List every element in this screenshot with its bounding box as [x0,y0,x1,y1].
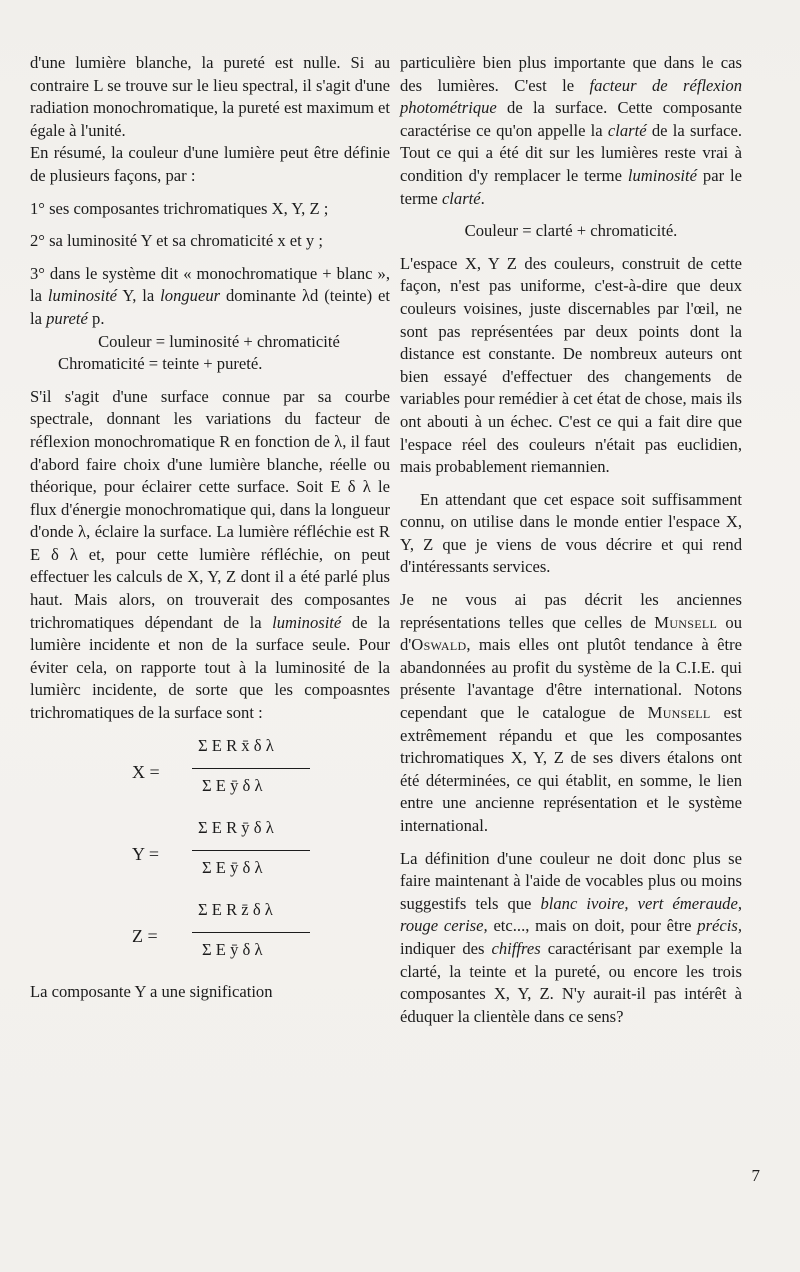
formula-lhs: Z = [132,925,158,946]
paragraph-component-y: La composante Y a une signification [30,981,273,1001]
list-item-2: 2° sa luminosité Y et sa chromaticité x et y ; [30,231,323,251]
paragraph-photometric-factor: particulière bien plus importante que dans le cas des lumières. C'est le facteur de réflexion photométrique de la surface. Cette composante caractérise ce qu'on appelle la clarté de la surface. Tout ce qui a été dit sur les lumières reste vrai à condition d'y remplacer le terme luminosité par le terme clarté. [400,53,742,208]
page-number: 7 [751,1166,760,1185]
formula-z [30,897,390,977]
formula-denominator: Σ E ȳ δ λ [202,857,263,877]
fraction-bar [192,768,310,769]
paragraph-surface: S'il s'agit d'une surface connue par sa courbe spectrale, donnant les variations du facteur de réflexion monochromatique R en fonction de λ, il faut d'abord faire choix d'une lumière blanche, réelle ou théorique, pour éclairer cette surface. Soit E δ λ le flux d'énergie monochromatique qui, dans la longueur d'onde λ, éclaire la surface. La lumière réfléchie est R E δ λ et, pour cette lumière réfléchie, on peut effectuer les calculs de X, Y, Z dont il a été parlé plus haut. Mais alors, on trouverait des composantes trichromatiques dépendant de la luminosité de la lumière incidente et non de la surface seule. Pour éviter cela, on rapporte tout à la luminosité de la lumièrc incidente, de sorte que les compoasntes trichromatiques de la surface sont : [30,386,391,723]
formula-lhs: X = [132,761,160,782]
equation-color-luminosity: Couleur = luminosité + chromaticité [98,331,340,351]
left-column [30,52,390,1003]
formula-numerator: Σ E R z̄ δ λ [198,899,273,919]
paragraph-summary: En résumé, la couleur d'une lumière peut être définie de plusieurs façons, par : [30,143,390,185]
paragraph-purity: d'une lumière blanche, la pureté est nulle. Si au contraire L se trouve sur le lieu spectral, il s'agit d'une radiation monochromatique, la pureté est maximum et égale à l'unité. [30,53,390,140]
fraction-bar [192,850,310,851]
formula-block [30,733,390,981]
equation-color-clarity: Couleur = clarté + chromaticité. [464,221,678,241]
formula-denominator: Σ E ȳ δ λ [202,939,263,959]
list-item-1: 1° ses composantes trichromatiques X, Y, Z ; [30,198,329,218]
formula-y [30,815,390,895]
fraction-bar [192,932,310,933]
paragraph-color-space: L'espace X, Y Z des couleurs, construit de cette façon, n'est pas uniforme, c'est-à-dire que deux couleurs voisines, juste discernables par l'œil, ne sont pas représentées par deux points dont la distance est constante. De nombreux auteurs ont bien essayé d'effectuer des changements de variables pour remédier à cet état de chose, mais ils ont abouti à un échec. C'est ce qui a fait dire que l'espace réel des couleurs n'était pas euclidien, mais probablement riemannien. [400,253,742,477]
paragraph-definition: La définition d'une couleur ne doit donc plus se faire maintenant à l'aide de vocables plus ou moins suggestifs tels que blanc ivoire, vert émeraude, rouge cerise, etc..., mais on doit, pour être précis, indiquer des chiffres caractérisant par exemple la clarté, la teinte et la pureté, ou encore les trois composantes X, Y, Z. N'y aurait-il pas intérêt à éduquer la clientèle dans ce sens? [400,848,743,1026]
formula-denominator: Σ E ȳ δ λ [202,775,263,795]
formula-numerator: Σ E R x̄ δ λ [198,735,274,755]
formula-lhs: Y = [132,843,159,864]
formula-x [30,733,390,813]
equation-chromaticity: Chromaticité = teinte + pureté. [58,354,263,374]
list-item-3: 3° dans le système dit « monochromatique + blanc », la luminosité Y, la longueur dominante λd (teinte) et la pureté p. [30,263,391,328]
paragraph-representations: Je ne vous ai pas décrit les anciennes représentations telles que celles de Munsell ou d'Oswald, mais elles ont plutôt tendance à être abandonnées au profit du système de la C.I.E. qui présente l'avantage d'être international. Notons cependant que le catalogue de Munsell est extrêmement répandu et que les composantes trichromatiques X, Y, Z de ses divers étalons ont été déterminées, ce qui établit, en somme, le lien entre une ancienne représentation et le système international. [400,590,742,835]
paragraph-meanwhile: En attendant que cet espace soit suffisamment connu, on utilise dans le monde entier l'espace X, Y, Z que je viens de vous décrire et qui rend d'intéressants services. [400,489,742,577]
formula-numerator: Σ E R ȳ δ λ [198,817,274,837]
right-column [400,52,742,1028]
